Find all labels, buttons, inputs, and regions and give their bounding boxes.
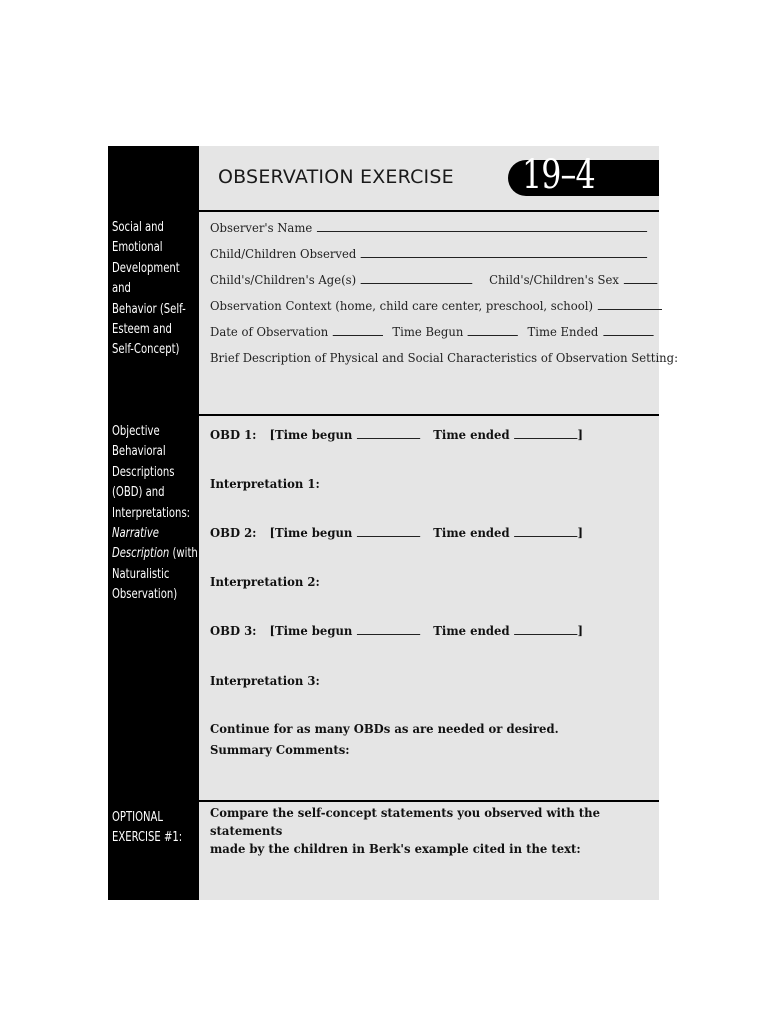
section-divider [108, 210, 659, 212]
interpretation-3-label: Interpretation 3: [210, 673, 320, 688]
continue-instruction: Continue for as many OBDs as are needed or desired. Summary Comments: [210, 721, 559, 757]
date-blank[interactable] [333, 324, 383, 336]
age-blank[interactable] [361, 272, 473, 284]
section-label-social: Social and Emotional Development and Behavior (Self- Esteem and Self-Concept) [112, 220, 186, 358]
section-divider [108, 800, 659, 802]
section-label-optional: OPTIONAL EXERCISE #1: [112, 810, 183, 846]
obd-3-row[interactable]: OBD 3: [Time begun Time ended ] [210, 623, 583, 638]
sex-blank[interactable] [624, 272, 657, 284]
obd-1-ended-blank[interactable] [514, 428, 577, 439]
time-ended-blank[interactable] [603, 324, 653, 336]
age-sex-field[interactable]: Child's/Children's Age(s) Child's/Children's Sex [210, 272, 657, 287]
obd-2-ended-blank[interactable] [514, 526, 577, 537]
date-time-field[interactable]: Date of Observation Time Begun Time Ended [210, 324, 653, 339]
setting-description-label: Brief Description of Physical and Social Characteristics of Observation Setting: [210, 350, 679, 365]
children-observed-field[interactable]: Child/Children Observed [210, 246, 647, 261]
interpretation-2-label: Interpretation 2: [210, 574, 320, 589]
obd-3-begun-blank[interactable] [357, 624, 420, 635]
context-field[interactable]: Observation Context (home, child care center, preschool, school) [210, 298, 662, 313]
context-blank[interactable] [598, 298, 662, 310]
children-observed-blank[interactable] [361, 246, 647, 258]
section-label-obd: Objective Behavioral Descriptions (OBD) and Interpretations: Narrative Description (with Naturalistic Observation) [112, 424, 198, 603]
page-title: OBSERVATION EXERCISE [218, 166, 454, 188]
obd-2-begun-blank[interactable] [357, 526, 420, 537]
obd-1-row[interactable]: OBD 1: [Time begun Time ended ] [210, 427, 583, 442]
observer-name-blank[interactable] [317, 220, 647, 232]
observation-form [108, 146, 679, 900]
observer-name-field[interactable]: Observer's Name [210, 220, 647, 235]
time-begun-blank[interactable] [468, 324, 518, 336]
exercise-number-badge [508, 152, 659, 198]
exercise-number: 19–4 [522, 152, 595, 198]
summary-comments-label: Summary Comments: [210, 742, 350, 757]
obd-2-row[interactable]: OBD 2: [Time begun Time ended ] [210, 525, 583, 540]
obd-3-ended-blank[interactable] [514, 624, 577, 635]
obd-1-begun-blank[interactable] [357, 428, 420, 439]
section-divider [108, 414, 659, 416]
interpretation-1-label: Interpretation 1: [210, 476, 320, 491]
optional-exercise-prompt: Compare the self-concept statements you observed with the statements made by the children in Berk's example cited in the text: [210, 805, 600, 856]
